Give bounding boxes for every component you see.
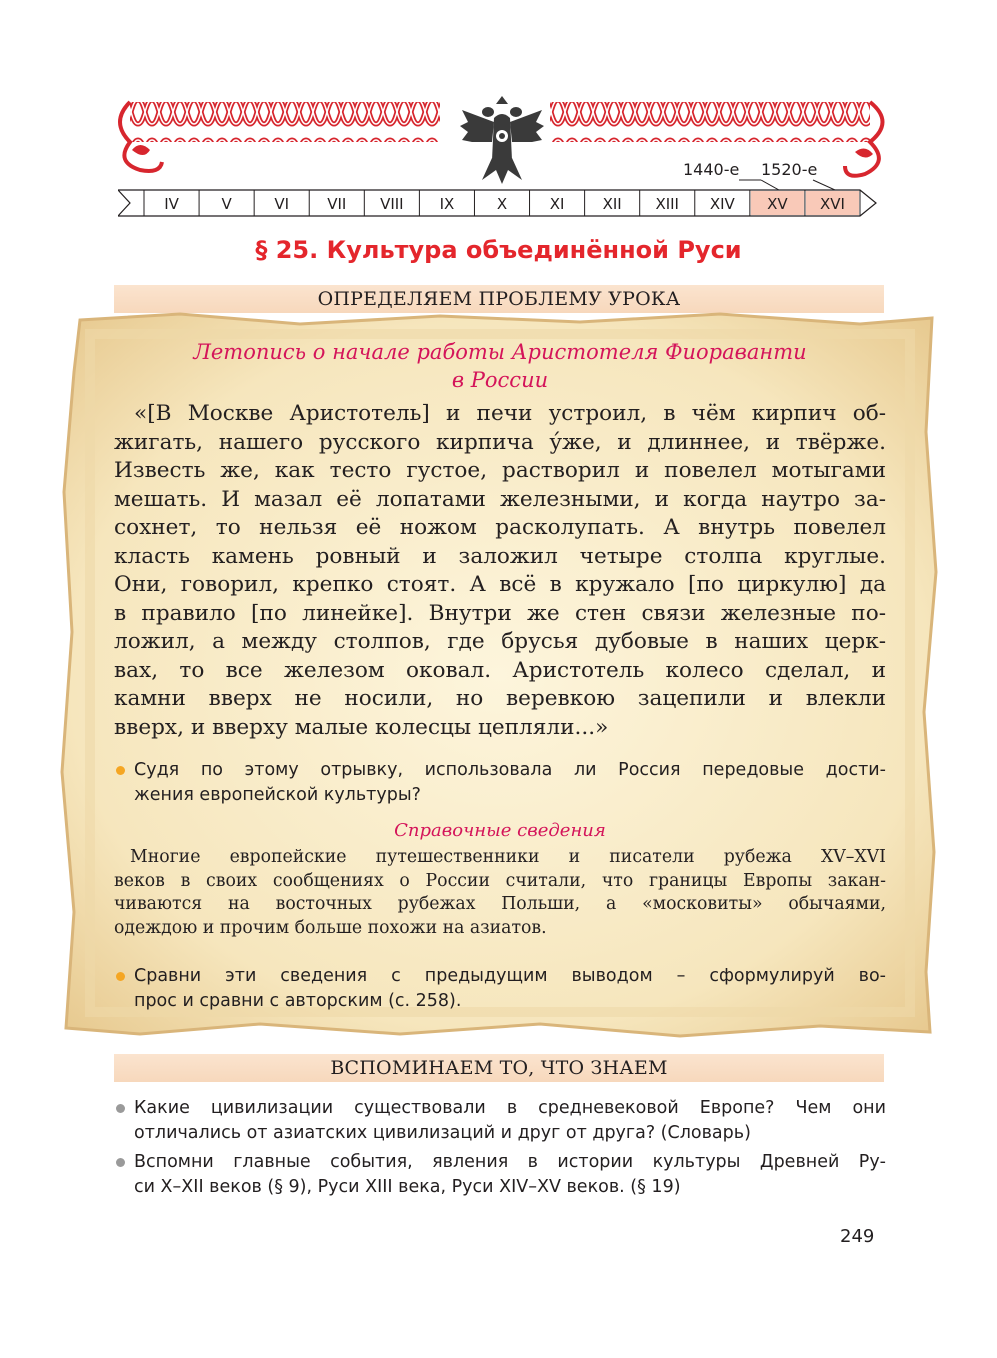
timeline-century-V: V	[221, 195, 232, 213]
question-line: Сравни эти сведения с предыдущим выводом – сформулируй во-	[134, 966, 886, 986]
quote-line: камни вверх не носили, но веревкою зацепили и влекли	[114, 686, 886, 711]
recall-item	[114, 1096, 886, 1146]
section-header-recall: ВСПОМИНАЕМ ТО, ЧТО ЗНАЕМ	[114, 1054, 884, 1082]
bullet-icon	[116, 972, 125, 981]
recall-line: си X–XII веков (§ 9), Руси XIII века, Руси XIV–XV веков. (§ 19)	[134, 1177, 681, 1197]
reference-line: веков в своих сообщениях о России считали, что границы Европы закан-	[114, 870, 886, 891]
timeline-mark-1520: 1520-е	[761, 160, 818, 179]
recall-item	[114, 1150, 886, 1200]
question-line: прос и сравни с авторским (с. 258).	[134, 991, 462, 1011]
question-1	[114, 758, 886, 808]
recall-line: Вспомни главные события, явления в истории культуры Древней Ру-	[134, 1152, 886, 1172]
quote-line: Они, говорил, крепко стоят. А всё в кружало [по циркулю] да	[114, 572, 886, 597]
quote-line: «[В Москве Аристотель] и печи устроил, в чём кирпич об-	[134, 401, 886, 426]
timeline-century-X: X	[496, 195, 508, 213]
timeline-mark-1440: 1440-е	[683, 160, 740, 179]
reference-line: одеждою и прочим больше похожи на азиатов.	[114, 917, 547, 938]
timeline-century-IX: IX	[439, 195, 455, 213]
quote-line: ложил, а между столпов, где брусья дубовые в наших церк-	[114, 629, 886, 654]
recall-line: отличались от азиатских цивилизаций и друг от друга? (Словарь)	[134, 1123, 751, 1143]
document-title-line: Летопись о начале работы Аристотеля Фиораванти	[193, 340, 807, 364]
document-title-line: в России	[451, 368, 549, 392]
quote-line: вверх, и вверху малые колесцы цепляли...»	[114, 714, 609, 740]
page-title: § 25. Культура объединённой Руси	[255, 236, 742, 264]
quote-line: сохнет, то нельзя её ножом расколупать. А внутрь повелел	[114, 515, 886, 540]
page-number: 249	[840, 1226, 875, 1247]
timeline-century-XV: XV	[767, 195, 788, 213]
reference-line: чиваются на восточных рубежах Польши, а «московиты» обычаями,	[114, 894, 886, 914]
bullet-icon	[116, 766, 125, 775]
chronicle-quote	[114, 400, 886, 742]
section-header-problem: ОПРЕДЕЛЯЕМ ПРОБЛЕМУ УРОКА	[114, 285, 884, 313]
timeline-century-XII: XII	[602, 195, 622, 213]
question-line: Судя по этому отрывку, использовала ли Россия передовые дости-	[134, 760, 886, 780]
question-line: жения европейской культуры?	[134, 785, 421, 805]
reference-text	[114, 846, 886, 940]
timeline-century-XIII: XIII	[655, 195, 680, 213]
document-title	[114, 338, 886, 394]
timeline-century-XVI: XVI	[819, 195, 845, 213]
timeline-century-VIII: VIII	[380, 195, 404, 213]
bullet-icon	[116, 1158, 125, 1167]
reference-title: Справочные сведения	[394, 820, 606, 841]
timeline-marks	[683, 160, 863, 184]
quote-line: мешать. И мазал её лопатами железными, и когда наутро за-	[114, 486, 886, 512]
double-headed-eagle-icon	[460, 96, 544, 184]
quote-line: вах, то все железом оковал. Аристотель колесо сделал, и	[114, 657, 886, 683]
quote-line: Известь же, как тесто густое, растворил и повелел мотыгами	[114, 458, 886, 483]
timeline-century-VII: VII	[327, 195, 347, 213]
recall-line: Какие цивилизации существовали в средневековой Европе? Чем они	[134, 1098, 886, 1118]
bullet-icon	[116, 1104, 125, 1113]
century-timeline	[118, 188, 880, 218]
quote-line: жигать, нашего русского кирпича у́же, и длиннее, и твёрже.	[114, 429, 886, 455]
reference-line: Многие европейские путешественники и писатели рубежа XV–XVI	[130, 847, 886, 867]
timeline-strip	[118, 188, 880, 218]
timeline-century-XI: XI	[549, 195, 565, 213]
timeline-century-IV: IV	[164, 195, 179, 213]
quote-line: класть камень ровный и заложил четыре столпа круглые.	[114, 543, 886, 569]
quote-line: в правило [по линейке]. Внутри же стен связи железные по-	[114, 600, 886, 626]
question-2	[114, 964, 886, 1014]
timeline-century-XIV: XIV	[709, 195, 735, 213]
timeline-century-VI: VI	[274, 195, 290, 213]
